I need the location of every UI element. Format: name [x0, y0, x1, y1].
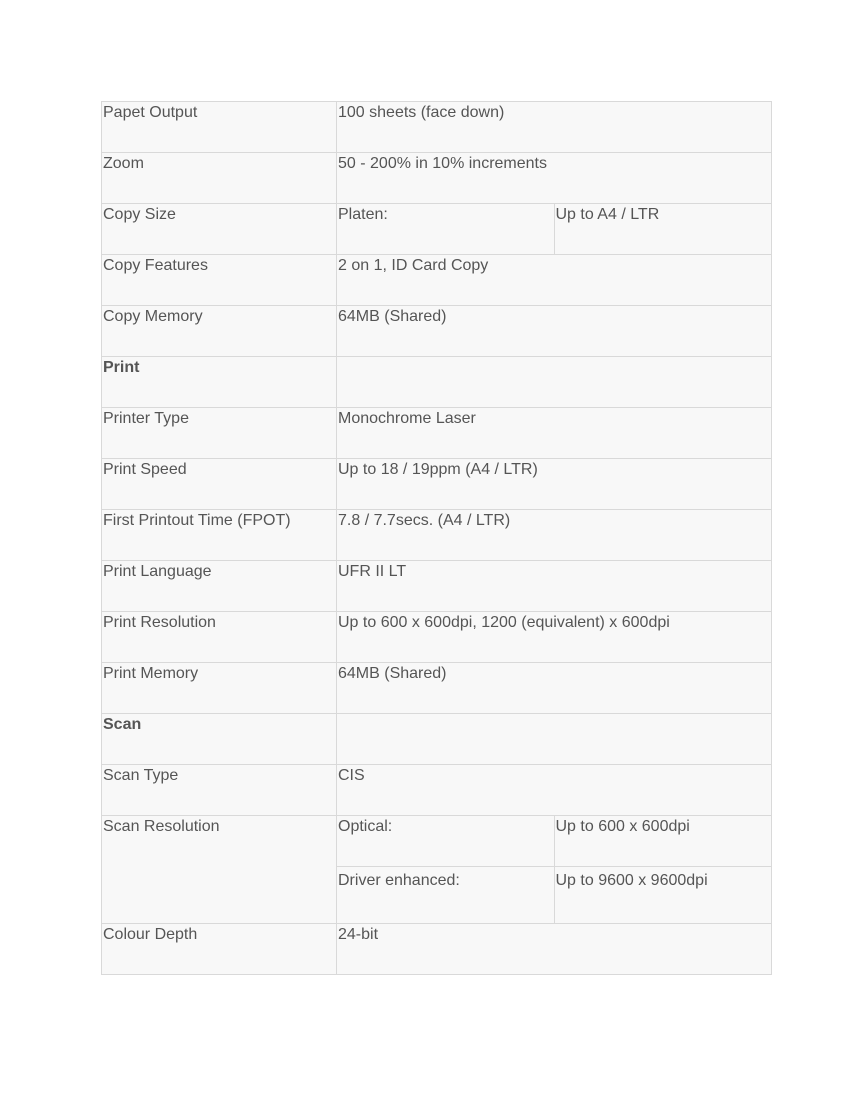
- spec-label: Copy Features: [102, 255, 337, 306]
- table-row: [102, 204, 772, 255]
- table-row: [102, 408, 772, 459]
- spec-label: Scan Type: [102, 765, 337, 816]
- spec-value: 24-bit: [337, 924, 772, 975]
- spec-value: [337, 357, 772, 408]
- spec-value: CIS: [337, 765, 772, 816]
- spec-label: Papet Output: [102, 102, 337, 153]
- spec-sub-key: Driver enhanced:: [337, 867, 555, 924]
- table-row: [102, 102, 772, 153]
- spec-label: Print Language: [102, 561, 337, 612]
- spec-label: Printer Type: [102, 408, 337, 459]
- spec-label: Print Resolution: [102, 612, 337, 663]
- section-heading: Scan: [102, 714, 337, 765]
- table-row: [102, 663, 772, 714]
- table-row: [102, 255, 772, 306]
- table-row: [102, 561, 772, 612]
- spec-value: 64MB (Shared): [337, 663, 772, 714]
- spec-sub-value: Up to 9600 x 9600dpi: [554, 867, 772, 924]
- spec-sub-key: Optical:: [337, 816, 555, 867]
- spec-value: 64MB (Shared): [337, 306, 772, 357]
- spec-value: 50 - 200% in 10% increments: [337, 153, 772, 204]
- spec-sub-key: Platen:: [337, 204, 555, 255]
- spec-label: Zoom: [102, 153, 337, 204]
- spec-value: 7.8 / 7.7secs. (A4 / LTR): [337, 510, 772, 561]
- spec-value: Monochrome Laser: [337, 408, 772, 459]
- table-row: [102, 924, 772, 975]
- spec-label: Scan Resolution: [102, 816, 337, 924]
- spec-label: Copy Size: [102, 204, 337, 255]
- spec-label: Print Speed: [102, 459, 337, 510]
- spec-value: 2 on 1, ID Card Copy: [337, 255, 772, 306]
- spec-value: 100 sheets (face down): [337, 102, 772, 153]
- spec-sub-value: Up to A4 / LTR: [554, 204, 772, 255]
- table-row: [102, 459, 772, 510]
- table-row: [102, 153, 772, 204]
- section-heading: Print: [102, 357, 337, 408]
- spec-label: First Printout Time (FPOT): [102, 510, 337, 561]
- spec-value: Up to 600 x 600dpi, 1200 (equivalent) x 600dpi: [337, 612, 772, 663]
- spec-label: Colour Depth: [102, 924, 337, 975]
- table-row: [102, 765, 772, 816]
- table-row: [102, 306, 772, 357]
- table-row: [102, 612, 772, 663]
- spec-label: Copy Memory: [102, 306, 337, 357]
- section-row-print: [102, 357, 772, 408]
- spec-label: Print Memory: [102, 663, 337, 714]
- section-row-scan: [102, 714, 772, 765]
- table-row: [102, 816, 772, 867]
- spec-table: [101, 101, 772, 975]
- table-row: [102, 510, 772, 561]
- spec-value: Up to 18 / 19ppm (A4 / LTR): [337, 459, 772, 510]
- spec-value: [337, 714, 772, 765]
- spec-value: UFR II LT: [337, 561, 772, 612]
- spec-sub-value: Up to 600 x 600dpi: [554, 816, 772, 867]
